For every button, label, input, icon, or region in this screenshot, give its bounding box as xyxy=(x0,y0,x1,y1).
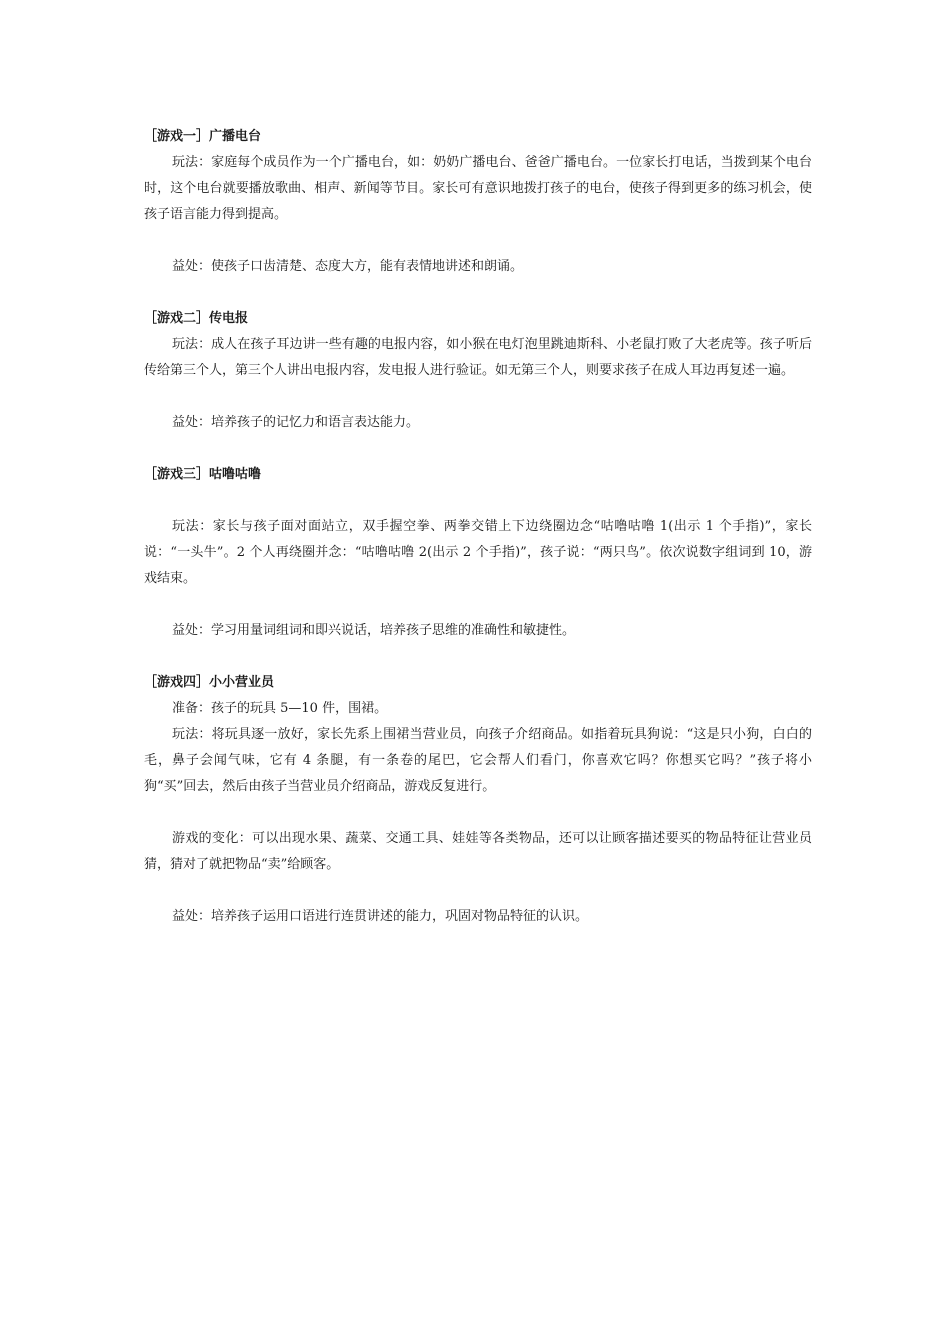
spacer xyxy=(144,878,812,904)
game-4-variation: 游戏的变化：可以出现水果、蔬菜、交通工具、娃娃等各类物品，还可以让顾客描述要买的物品特征让营业员猜，猜对了就把物品“卖”给顾客。 xyxy=(144,831,812,872)
game-4-rules: 玩法：将玩具逐一放好，家长先系上围裙当营业员，向孩子介绍商品。如指着玩具狗说：“这是只小狗，白白的毛，鼻子会闻气味，它有 4 条腿，有一条卷的尾巴，它会帮人们看门，你喜欢它吗？你想买它吗？”孩子将小狗“买”回去，然后由孩子当营业员介绍商品，游戏反复进行。 xyxy=(144,727,812,794)
document-page xyxy=(144,124,812,930)
game-1-benefit: 益处：使孩子口齿清楚、态度大方，能有表情地讲述和朗诵。 xyxy=(172,259,524,274)
game-4-benefit: 益处：培养孩子运用口语进行连贯讲述的能力，巩固对物品特征的认识。 xyxy=(172,909,589,924)
spacer xyxy=(144,592,812,618)
spacer xyxy=(144,384,812,410)
game-1-rules: 玩法：家庭每个成员作为一个广播电台，如：奶奶广播电台、爸爸广播电台。一位家长打电话，当拨到某个电台时，这个电台就要播放歌曲、相声、新闻等节目。家长可有意识地拨打孩子的电台，使孩子得到更多的练习机会，使孩子语言能力得到提高。 xyxy=(144,155,812,222)
section-title-game-1: ［游戏一］广播电台 xyxy=(144,129,262,144)
spacer xyxy=(144,488,812,514)
spacer xyxy=(144,644,812,670)
game-4-preparation: 准备：孩子的玩具 5—10 件，围裙。 xyxy=(172,701,388,716)
game-3-rules: 玩法：家长与孩子面对面站立，双手握空拳、两拳交错上下边绕圈边念“咕噜咕噜 1(出示 1 个手指)”，家长说：“一头牛”。2 个人再绕圈并念：“咕噜咕噜 2(出示 2 个手指)”，孩子说：“两只鸟”。依次说数字组词到 10，游戏结束。 xyxy=(144,519,812,586)
section-title-game-3: ［游戏三］咕噜咕噜 xyxy=(144,467,262,482)
game-2-benefit: 益处：培养孩子的记忆力和语言表达能力。 xyxy=(172,415,420,430)
spacer xyxy=(144,280,812,306)
spacer xyxy=(144,800,812,826)
game-3-benefit: 益处：学习用量词组词和即兴说话，培养孩子思维的准确性和敏捷性。 xyxy=(172,623,576,638)
spacer xyxy=(144,228,812,254)
game-2-rules: 玩法：成人在孩子耳边讲一些有趣的电报内容，如小猴在电灯泡里跳迪斯科、小老鼠打败了大老虎等。孩子听后传给第三个人，第三个人讲出电报内容，发电报人进行验证。如无第三个人，则要求孩子在成人耳边再复述一遍。 xyxy=(144,337,812,378)
section-title-game-4: ［游戏四］小小营业员 xyxy=(144,675,275,690)
section-title-game-2: ［游戏二］传电报 xyxy=(144,311,249,326)
spacer xyxy=(144,436,812,462)
